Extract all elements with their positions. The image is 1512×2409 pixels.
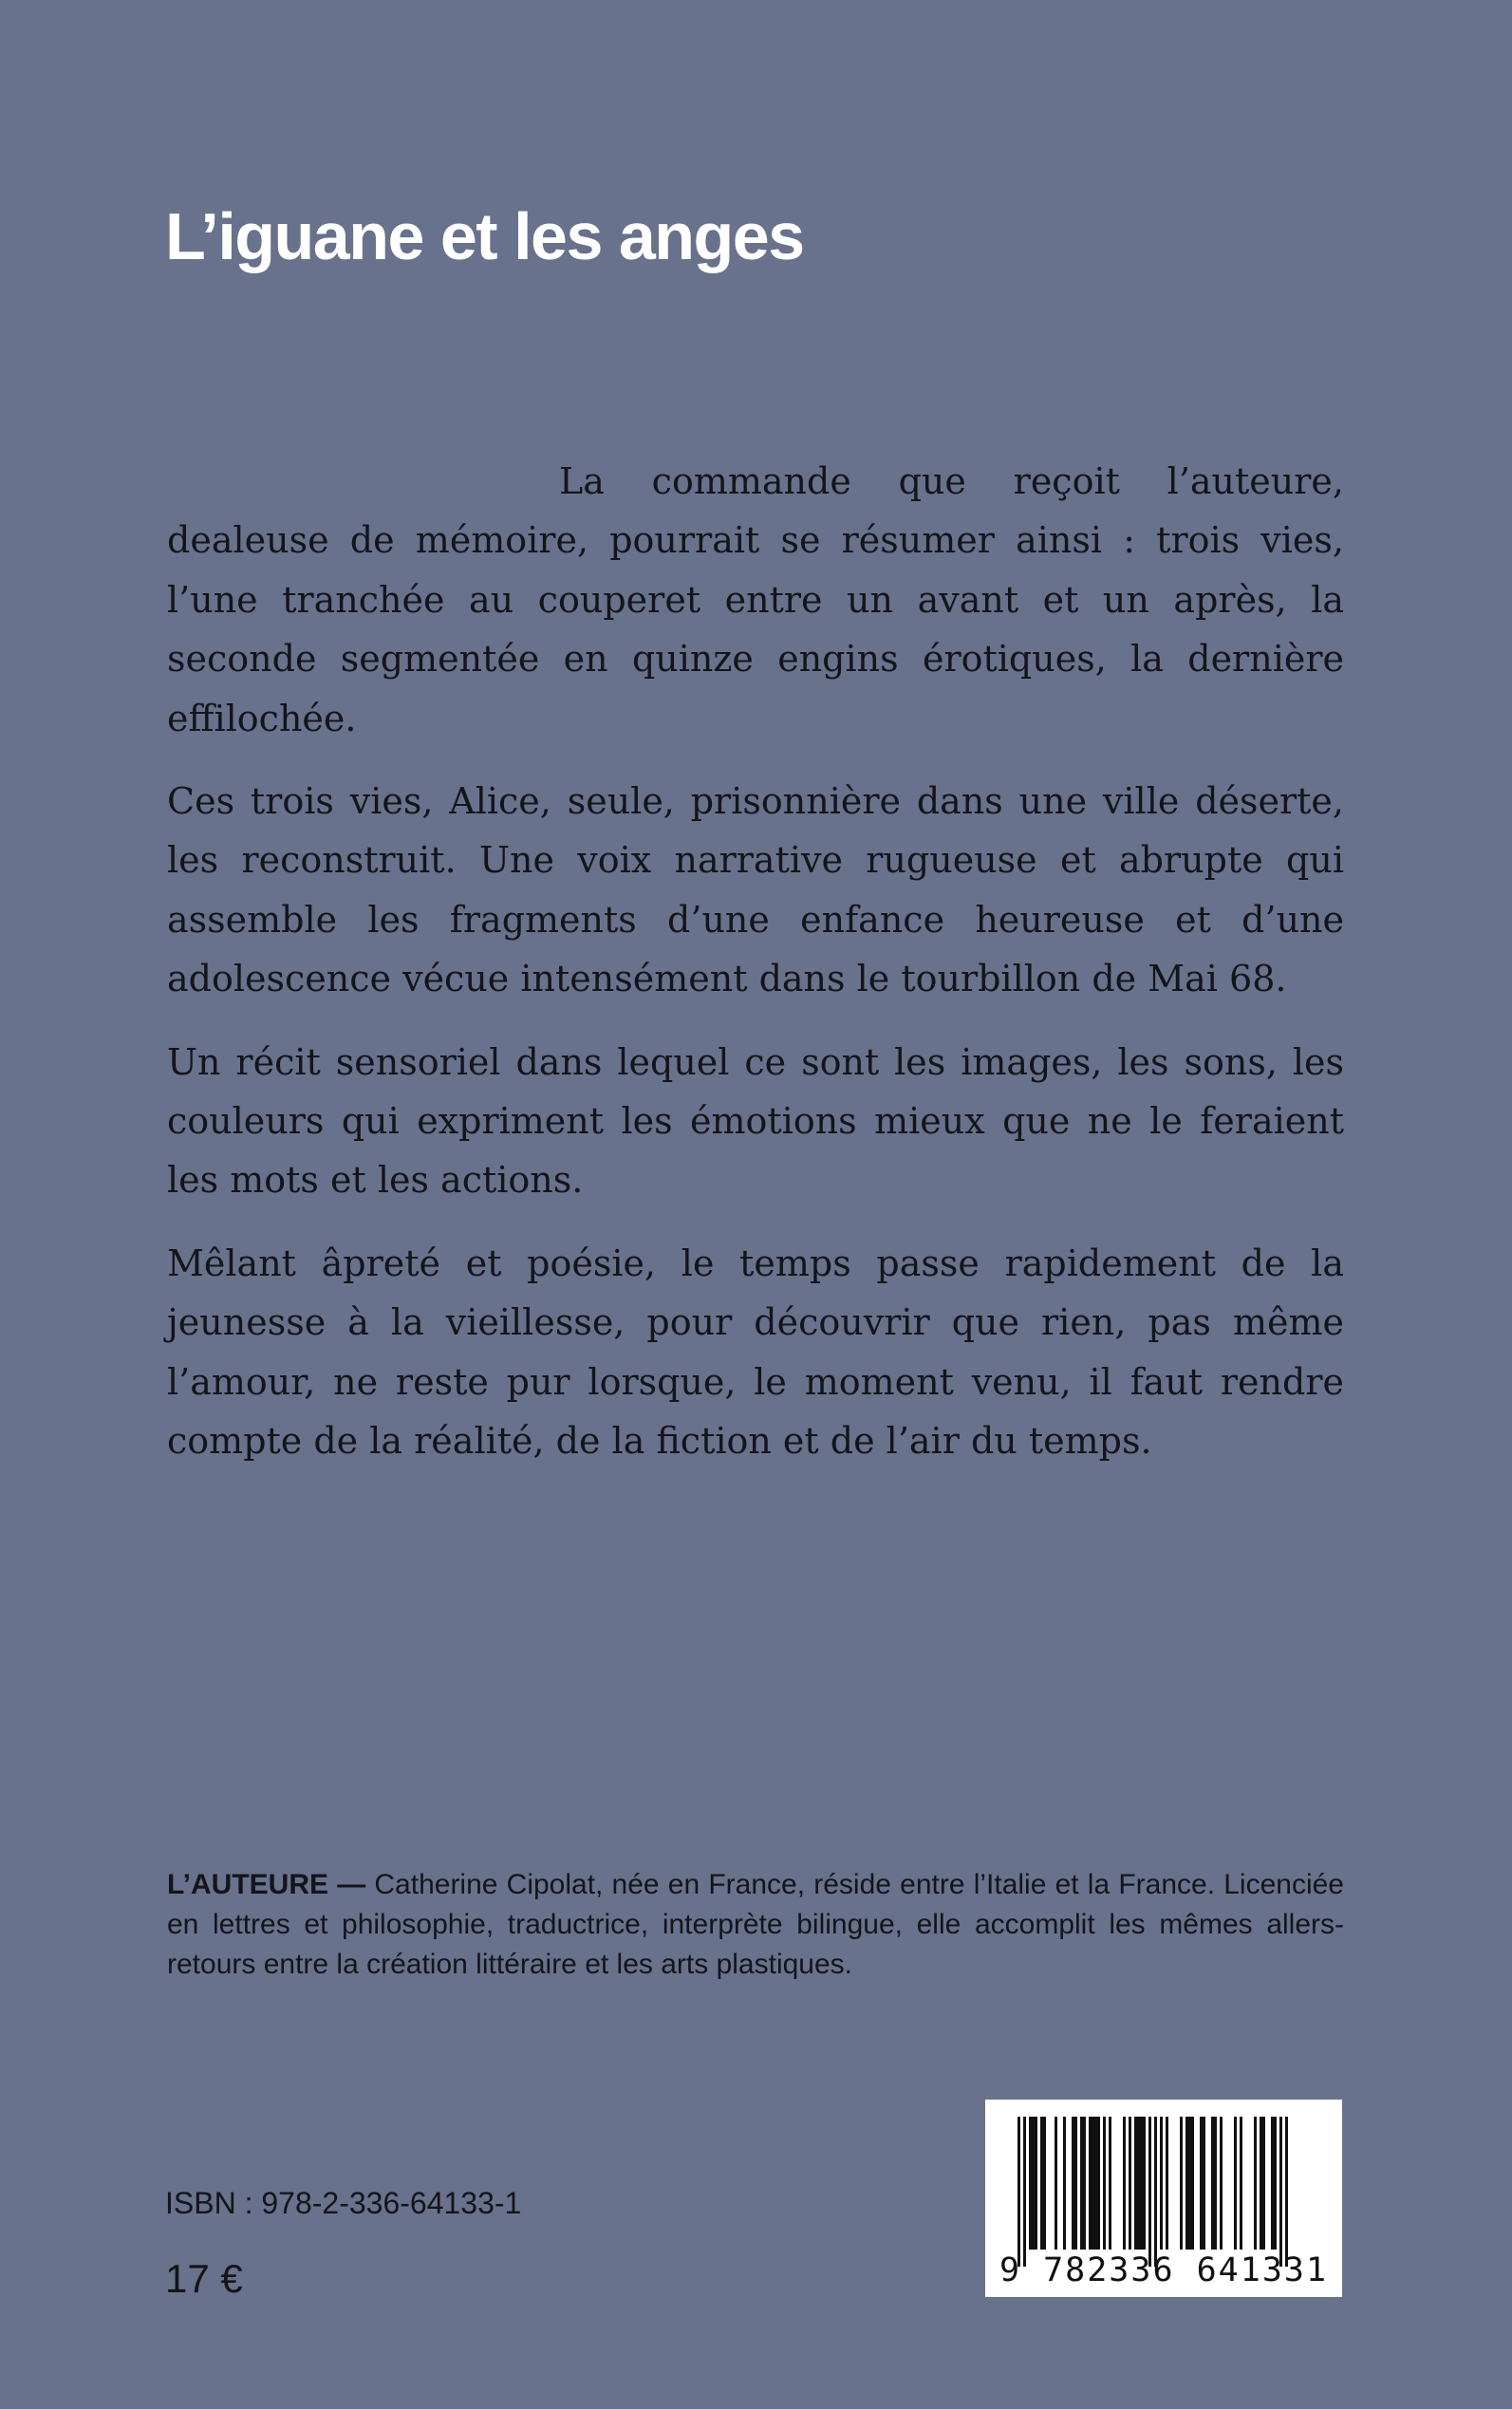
barcode-bar [1129,2117,1131,2250]
barcode-bar [1185,2117,1188,2250]
price-label: 17 € [165,2256,243,2301]
blurb-paragraph: Mêlant âpreté et poésie, le temps passe rapidement de la jeunesse à la vieillesse, pour découvrir que rien, pas même l’amour, ne reste pur lorsque, le moment venu, il faut rendre compte de la réalité, de la fiction et de l’air du temps. [167,1242,1344,1463]
barcode-bar [1043,2117,1046,2250]
barcode-bar [1109,2117,1111,2250]
barcode-bar [1103,2117,1106,2250]
blurb-paragraph: Un récit sensoriel dans lequel ce sont les images, les sons, les couleurs qui expriment les émotions mieux que ne le feraient les mots et les actions. [167,1040,1344,1202]
author-bio-text: Catherine Cipolat, née en France, réside entre l’Italie et la France. Licenciée en lettres et philosophie, traductrice, interprète bilingue, elle accomplit les mêmes allers-retours entre la création littéraire et les arts plastiques. [167,1869,1344,1980]
barcode-bar [1083,2117,1086,2250]
barcode-bar [1220,2117,1223,2250]
barcode-bar [1203,2117,1205,2250]
barcode-bar [1055,2117,1057,2250]
barcode-bar [1137,2117,1140,2250]
blurb-paragraph: Ces trois vies, Alice, seule, prisonnière dans une ville déserte, les reconstruit. Une voix narrative rugueuse et abrupte qui assemble les fragments d’une enfance heureuse et d’une adolescence vécue intensément dans le tourbillon de Mai 68. [167,780,1344,1000]
barcode-bar [1271,2117,1274,2250]
back-cover-blurb [167,452,1344,1495]
barcode-guard-bar [1148,2117,1151,2267]
barcode [985,2100,1342,2297]
barcode-bar [1260,2117,1262,2250]
barcode-bar [1211,2117,1214,2250]
barcode-digits: 9 782336 641331 [999,2251,1329,2289]
barcode-guard-bar [1279,2117,1282,2267]
barcode-bar [1191,2117,1194,2250]
barcode-bar [1029,2117,1032,2250]
barcode-bar [1180,2117,1183,2250]
barcode-bar [1200,2117,1203,2250]
barcode-bar [1160,2117,1163,2250]
barcode-bar [1234,2117,1237,2250]
barcode-bar [1063,2117,1066,2250]
barcode-bar [1254,2117,1257,2250]
barcode-bar [1032,2117,1035,2250]
book-title: L’iguane et les anges [165,199,804,273]
barcode-guard-bar [1154,2117,1157,2267]
author-bio [167,1865,1344,1985]
barcode-guard-bar [1017,2117,1020,2267]
barcode-bar [1240,2117,1242,2250]
barcode-bar [1262,2117,1265,2250]
barcode-bar [1166,2117,1168,2250]
barcode-bar [1074,2117,1077,2250]
barcode-bar [1094,2117,1097,2250]
barcode-guard-bar [1023,2117,1026,2267]
barcode-bar [1274,2117,1277,2250]
barcode-bar [1080,2117,1083,2250]
barcode-guard-bar [1285,2117,1288,2267]
barcode-bar [1040,2117,1043,2250]
author-bio-heading: L’AUTEURE — [167,1869,366,1900]
barcode-bar [1089,2117,1092,2250]
barcode-bar [1214,2117,1217,2250]
barcode-bar [1092,2117,1094,2250]
barcode-bar [1188,2117,1191,2250]
barcode-bar [1035,2117,1037,2250]
barcode-bar [1097,2117,1100,2250]
barcode-bar [1143,2117,1146,2250]
isbn-label: ISBN : 978-2-336-64133-1 [165,2186,522,2220]
blurb-paragraph: La commande que reçoit l’auteure, dealeuse de mémoire, pourrait se résumer ainsi : trois vies, l’une tranchée au couperet entre un avant et un après, la seconde segmentée en quinze engins érotiques, la dernière effilochée. [167,460,1344,739]
barcode-bar [1140,2117,1143,2250]
barcode-bar [1134,2117,1137,2250]
barcode-bar [1123,2117,1126,2250]
barcode-bar [1072,2117,1074,2250]
